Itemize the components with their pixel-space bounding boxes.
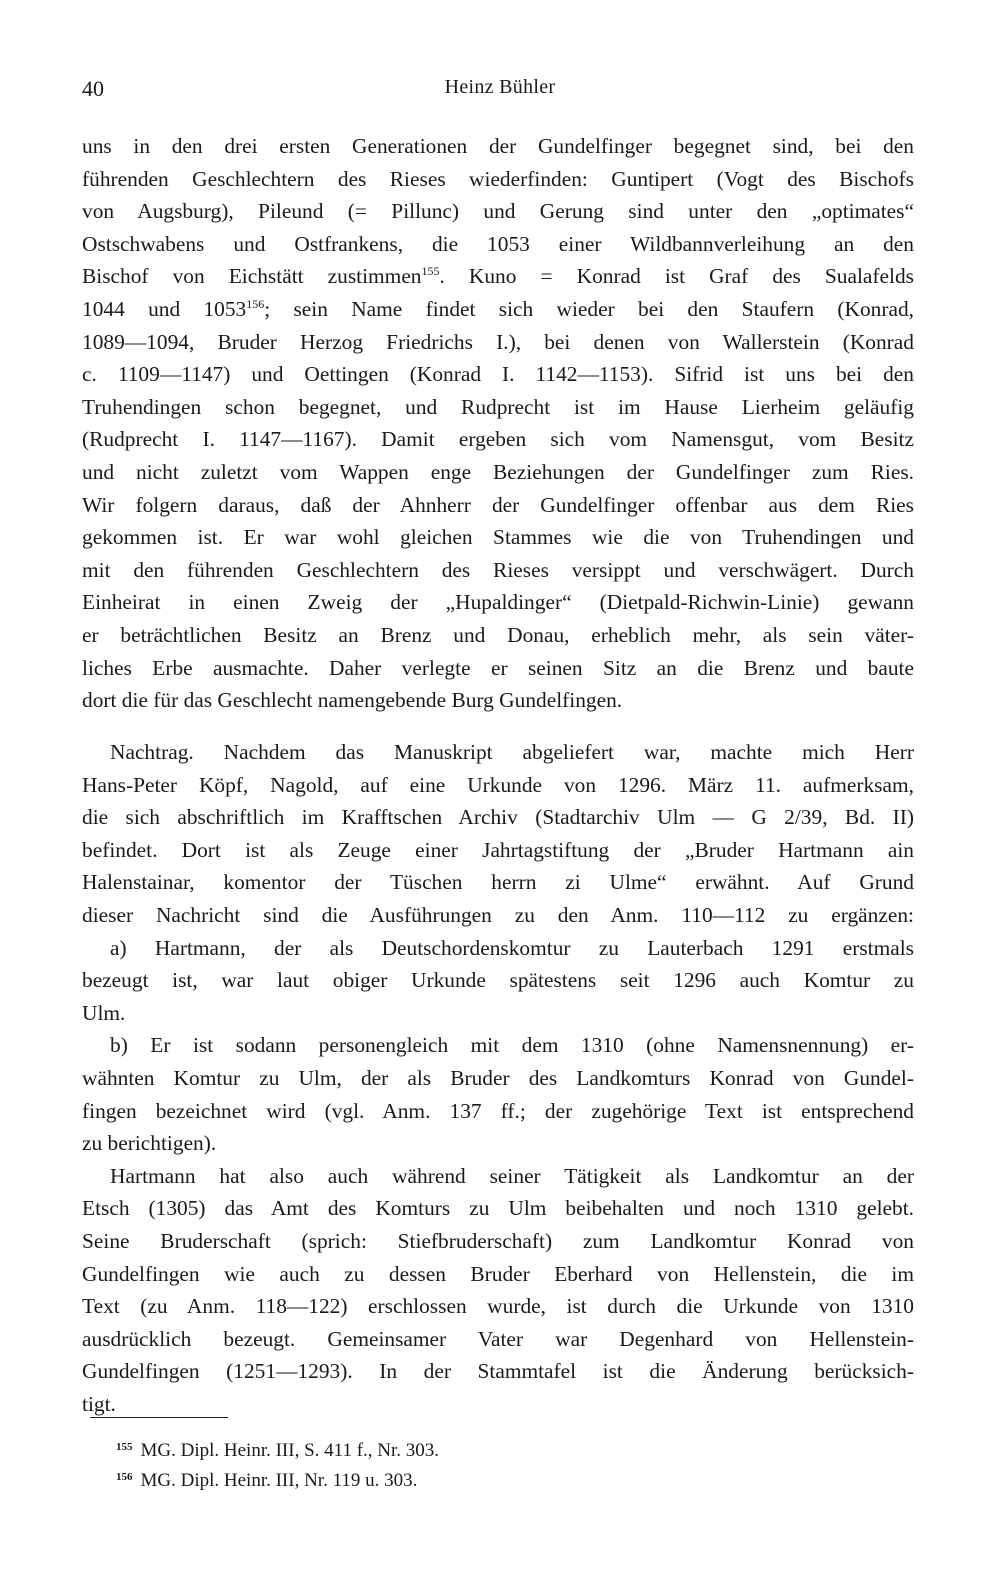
text-line bbox=[82, 130, 914, 163]
page-number: 40 bbox=[82, 76, 104, 101]
text-line bbox=[82, 964, 914, 997]
line-text: dieser Nachricht sind die Ausführungen zu den Anm. 110—112 zu ergänzen: bbox=[82, 902, 914, 927]
line-text: 1044 und 1053 bbox=[82, 296, 247, 321]
line-text: Gundelfingen wie auch zu dessen Bruder Eberhard von Hellenstein, die im bbox=[82, 1261, 914, 1286]
line-text: Hartmann hat also auch während seiner Tätigkeit als Landkomtur an der bbox=[110, 1163, 914, 1188]
text-line bbox=[82, 456, 914, 489]
text-line bbox=[82, 1192, 914, 1225]
text-line bbox=[82, 326, 914, 359]
line-text: Einheirat in einen Zweig der „Hupaldinger“ (Dietpald-Richwin-Linie) gewann bbox=[82, 590, 914, 615]
nachtrag-section bbox=[82, 736, 914, 1420]
text-line bbox=[82, 1355, 914, 1388]
line-text: mit den führenden Geschlechtern des Rieses versippt und verschwägert. Durch bbox=[82, 557, 914, 582]
line-text: a) Hartmann, der als Deutschordenskomtur zu Lauterbach 1291 erstmals bbox=[110, 935, 914, 960]
text-line bbox=[82, 293, 914, 326]
line-text: führenden Geschlechtern des Rieses wiederfinden: Guntipert (Vogt des Bischofs bbox=[82, 166, 914, 191]
text-line bbox=[82, 358, 914, 391]
line-text: gekommen ist. Er war wohl gleichen Stammes wie die von Truhendingen und bbox=[82, 525, 914, 550]
line-text: Ostschwabens und Ostfrankens, die 1053 einer Wildbannverleihung an den bbox=[82, 231, 914, 256]
text-line bbox=[82, 228, 914, 261]
footnote-reference: 155 bbox=[421, 264, 440, 279]
line-text: c. 1109—1147) und Oettingen (Konrad I. 1142—1153). Sifrid ist uns bei den bbox=[82, 362, 914, 387]
line-text: liches Erbe ausmachte. Daher verlegte er seinen Sitz an die Brenz und baute bbox=[82, 655, 914, 680]
line-text: 1089—1094, Bruder Herzog Friedrichs I.), bei denen von Wallerstein (Konrad bbox=[82, 329, 914, 354]
text-line bbox=[82, 736, 914, 769]
text-line bbox=[82, 1160, 914, 1193]
text-line bbox=[82, 1323, 914, 1356]
text-line bbox=[82, 1290, 914, 1323]
text-line bbox=[82, 260, 914, 293]
line-text: befindet. Dort ist als Zeuge einer Jahrtagstiftung der „Bruder Hartmann ain bbox=[82, 837, 914, 862]
footnote-rule bbox=[90, 1417, 228, 1418]
line-text-continued: . Kuno = Konrad ist Graf des Sualafelds bbox=[439, 264, 915, 289]
text-line bbox=[82, 586, 914, 619]
text-line bbox=[82, 163, 914, 196]
text-line bbox=[82, 769, 914, 802]
text-line bbox=[82, 1029, 914, 1062]
text-line bbox=[82, 866, 914, 899]
footnote-text: MG. Dipl. Heinr. III, Nr. 119 u. 303. bbox=[140, 1470, 418, 1491]
text-line bbox=[82, 195, 914, 228]
line-text: wähnten Komtur zu Ulm, der als Bruder des Landkomturs Konrad von Gundel- bbox=[82, 1065, 914, 1090]
line-text: Bischof von Eichstätt zustimmen bbox=[82, 264, 422, 289]
line-text: dort die für das Geschlecht namengebende Burg Gundelfingen. bbox=[82, 688, 623, 713]
line-text: ausdrücklich bezeugt. Gemeinsamer Vater war Degenhard von Hellenstein- bbox=[82, 1326, 914, 1351]
line-text: Nachtrag. Nachdem das Manuskript abgeliefert war, machte mich Herr bbox=[110, 740, 914, 764]
text-line bbox=[82, 932, 914, 965]
line-text: fingen bezeichnet wird (vgl. Anm. 137 ff.; der zugehörige Text ist entsprechend bbox=[82, 1098, 914, 1123]
text-line bbox=[82, 423, 914, 456]
footnotes bbox=[116, 1434, 816, 1494]
line-text: und nicht zuletzt vom Wappen enge Beziehungen der Gundelfinger zum Ries. bbox=[82, 459, 914, 484]
text-line bbox=[82, 1225, 914, 1258]
footnote-number: 155 bbox=[116, 1441, 133, 1453]
text-line bbox=[82, 1388, 914, 1421]
text-line bbox=[82, 652, 914, 685]
text-line bbox=[82, 619, 914, 652]
line-text: Hans-Peter Köpf, Nagold, auf eine Urkunde von 1296. März 11. aufmerksam, bbox=[82, 772, 914, 797]
text-line bbox=[82, 521, 914, 554]
text-line bbox=[82, 684, 914, 717]
footnote bbox=[116, 1464, 816, 1494]
line-text: Truhendingen schon begegnet, und Rudprecht ist im Hause Lierheim geläufig bbox=[82, 394, 914, 419]
footnote-reference: 156 bbox=[246, 296, 265, 311]
line-text: Halenstainar, komentor der Tüschen herrn zi Ulme“ erwähnt. Auf Grund bbox=[82, 870, 914, 895]
text-line bbox=[82, 899, 914, 932]
line-text: Seine Bruderschaft (sprich: Stiefbruderschaft) zum Landkomtur Konrad von bbox=[82, 1228, 914, 1253]
line-text: tigt. bbox=[82, 1391, 116, 1416]
line-text: Wir folgern daraus, daß der Ahnherr der Gundelfinger offenbar aus dem Ries bbox=[82, 492, 914, 517]
text-line bbox=[82, 489, 914, 522]
line-text: die sich abschriftlich im Krafftschen Archiv (Stadtarchiv Ulm — G 2/39, Bd. II) bbox=[82, 805, 914, 830]
line-text: zu berichtigen). bbox=[82, 1131, 217, 1156]
text-line bbox=[82, 554, 914, 587]
line-text: uns in den drei ersten Generationen der Gundelfinger begegnet sind, bei den bbox=[82, 134, 914, 158]
line-text: b) Er ist sodann personengleich mit dem 1310 (ohne Namensnennung) er- bbox=[110, 1033, 914, 1058]
line-text: er beträchtlichen Besitz an Brenz und Donau, erheblich mehr, als sein väter- bbox=[82, 622, 914, 647]
text-line bbox=[82, 1258, 914, 1291]
line-text-continued: ; sein Name findet sich wieder bei den Staufern (Konrad, bbox=[264, 296, 914, 321]
line-text: Text (zu Anm. 118—122) erschlossen wurde, ist durch die Urkunde von 1310 bbox=[82, 1294, 914, 1319]
line-text: Gundelfingen (1251—1293). In der Stammtafel ist die Änderung berücksich- bbox=[82, 1359, 914, 1384]
footnote-text: MG. Dipl. Heinr. III, S. 411 f., Nr. 303. bbox=[140, 1440, 440, 1461]
line-text: Etsch (1305) das Amt des Komturs zu Ulm beibehalten und noch 1310 gelebt. bbox=[82, 1196, 914, 1221]
line-text: (Rudprecht I. 1147—1167). Damit ergeben sich vom Namensgut, vom Besitz bbox=[82, 427, 914, 452]
running-head: Heinz Bühler bbox=[444, 76, 556, 98]
text-line bbox=[82, 801, 914, 834]
text-line bbox=[82, 1062, 914, 1095]
text-line bbox=[82, 834, 914, 867]
footnote-number: 156 bbox=[116, 1471, 133, 1483]
text-line bbox=[82, 1095, 914, 1128]
line-text: von Augsburg), Pileund (= Pillunc) und Gerung sind unter den „optimates“ bbox=[82, 199, 914, 224]
text-line bbox=[82, 997, 914, 1030]
line-text: bezeugt ist, war laut obiger Urkunde spätestens seit 1296 auch Komtur zu bbox=[82, 968, 914, 993]
text-line bbox=[82, 391, 914, 424]
line-text: Ulm. bbox=[82, 1000, 126, 1025]
footnote bbox=[116, 1434, 816, 1464]
text-line bbox=[82, 1127, 914, 1160]
main-paragraph bbox=[82, 130, 914, 717]
